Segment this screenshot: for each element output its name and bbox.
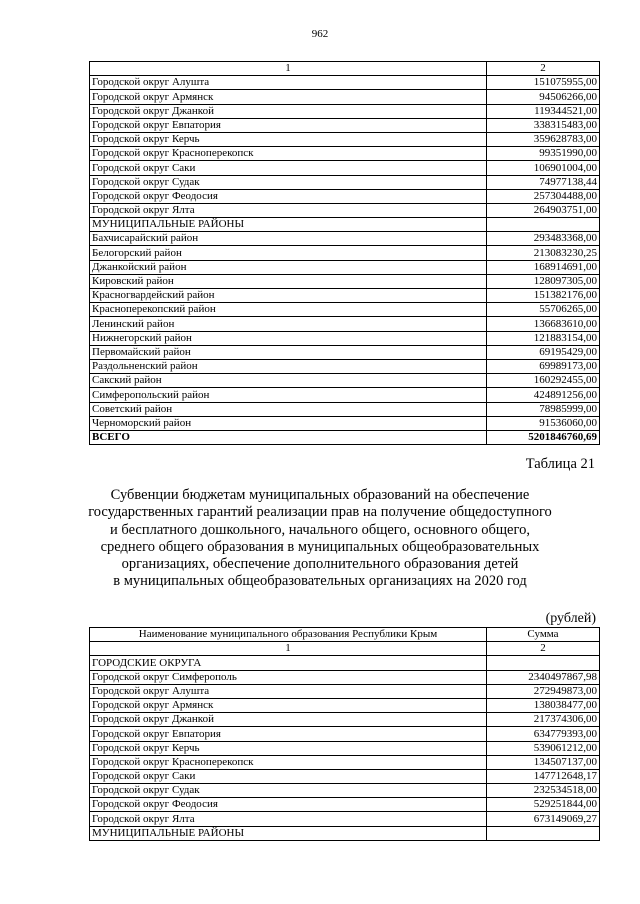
- table-row: [90, 76, 600, 90]
- table-row: [90, 246, 600, 260]
- municipality-name: Нижнегорский район: [90, 331, 487, 345]
- municipality-name: Кировский район: [90, 274, 487, 288]
- amount-value: 151382176,00: [487, 289, 600, 303]
- page-number: 962: [311, 28, 329, 40]
- amount-value: 2340497867,98: [487, 670, 600, 684]
- amount-value: 529251844,00: [487, 798, 600, 812]
- table-row: [90, 232, 600, 246]
- table-row: [90, 798, 600, 812]
- amount-value: 272949873,00: [487, 684, 600, 698]
- municipality-name: Городской округ Армянск: [90, 698, 487, 712]
- municipality-name: Городской округ Ялта: [90, 203, 487, 217]
- municipality-name: Первомайский район: [90, 345, 487, 359]
- amount-value: 539061212,00: [487, 741, 600, 755]
- table-row: [90, 388, 600, 402]
- amount-value: 74977138,44: [487, 175, 600, 189]
- title-line: в муниципальных общеобразовательных организациях на 2020 год: [113, 573, 527, 590]
- municipality-name: Черноморский район: [90, 416, 487, 430]
- table-row: [90, 755, 600, 769]
- amount-value: 217374306,00: [487, 713, 600, 727]
- amount-value: 5201846760,69: [487, 430, 600, 444]
- column-number-2: 2: [487, 642, 600, 656]
- column-header-sum: Сумма: [487, 628, 600, 642]
- table-continuation: [89, 61, 600, 445]
- amount-value: 138038477,00: [487, 698, 600, 712]
- table-row: [90, 175, 600, 189]
- table-row: [90, 656, 600, 670]
- table-row: [90, 104, 600, 118]
- amount-value: 359628783,00: [487, 132, 600, 146]
- municipality-name: ГОРОДСКИЕ ОКРУГА: [90, 656, 487, 670]
- municipality-name: ВСЕГО: [90, 430, 487, 444]
- table-row: [90, 331, 600, 345]
- amount-value: 134507137,00: [487, 755, 600, 769]
- municipality-name: Городской округ Феодосия: [90, 189, 487, 203]
- table-row: [90, 416, 600, 430]
- table-row: [90, 670, 600, 684]
- municipality-name: Городской округ Джанкой: [90, 104, 487, 118]
- amount-value: 338315483,00: [487, 118, 600, 132]
- municipality-name: Красноперекопский район: [90, 303, 487, 317]
- municipality-name: Сакский район: [90, 374, 487, 388]
- total-row: [90, 430, 600, 444]
- amount-value: 634779393,00: [487, 727, 600, 741]
- amount-value: 293483368,00: [487, 232, 600, 246]
- municipality-name: МУНИЦИПАЛЬНЫЕ РАЙОНЫ: [90, 826, 487, 840]
- amount-value: 128097305,00: [487, 274, 600, 288]
- amount-value: 106901004,00: [487, 161, 600, 175]
- amount-value: 69989173,00: [487, 359, 600, 373]
- municipality-name: Городской округ Красноперекопск: [90, 147, 487, 161]
- table-row: [90, 374, 600, 388]
- municipality-name: Городской округ Ялта: [90, 812, 487, 826]
- table-row: [90, 713, 600, 727]
- table-row: [90, 769, 600, 783]
- title-line: организациях, обеспечение дополнительного образования детей: [121, 556, 519, 573]
- title-line: и бесплатного дошкольного, начального общего, основного общего,: [110, 521, 530, 538]
- municipality-name: Джанкойский район: [90, 260, 487, 274]
- municipality-name: Городской округ Саки: [90, 161, 487, 175]
- column-number-2: 2: [487, 62, 600, 76]
- municipality-name: Городской округ Алушта: [90, 684, 487, 698]
- municipality-name: Красногвардейский район: [90, 289, 487, 303]
- table-row: [90, 289, 600, 303]
- table-row: [90, 218, 600, 232]
- table-row: [90, 741, 600, 755]
- municipality-name: Городской округ Симферополь: [90, 670, 487, 684]
- municipality-name: Симферопольский район: [90, 388, 487, 402]
- amount-value: 69195429,00: [487, 345, 600, 359]
- amount-value: [487, 218, 600, 232]
- amount-value: 257304488,00: [487, 189, 600, 203]
- amount-value: 121883154,00: [487, 331, 600, 345]
- amount-value: 94506266,00: [487, 90, 600, 104]
- amount-value: 78985999,00: [487, 402, 600, 416]
- table-row: [90, 317, 600, 331]
- units-label: (рублей): [545, 611, 596, 626]
- amount-value: 119344521,00: [487, 104, 600, 118]
- amount-value: [487, 826, 600, 840]
- amount-value: 213083230,25: [487, 246, 600, 260]
- table-column-numbers: [90, 62, 600, 76]
- municipality-name: Раздольненский район: [90, 359, 487, 373]
- table-row: [90, 90, 600, 104]
- amount-value: 424891256,00: [487, 388, 600, 402]
- title-line: государственных гарантий реализации прав на получение общедоступного: [88, 504, 552, 521]
- table-row: [90, 274, 600, 288]
- amount-value: 91536060,00: [487, 416, 600, 430]
- amount-value: 264903751,00: [487, 203, 600, 217]
- municipality-name: МУНИЦИПАЛЬНЫЕ РАЙОНЫ: [90, 218, 487, 232]
- table-row: [90, 402, 600, 416]
- table-row: [90, 345, 600, 359]
- municipality-name: Городской округ Алушта: [90, 76, 487, 90]
- table-row: [90, 684, 600, 698]
- table-row: [90, 260, 600, 274]
- table-row: [90, 161, 600, 175]
- amount-value: 55706265,00: [487, 303, 600, 317]
- amount-value: 168914691,00: [487, 260, 600, 274]
- table-row: [90, 189, 600, 203]
- table-row: [90, 784, 600, 798]
- municipality-name: Городской округ Евпатория: [90, 118, 487, 132]
- table-row: [90, 359, 600, 373]
- municipality-name: Городской округ Судак: [90, 175, 487, 189]
- table-row: [90, 118, 600, 132]
- municipality-name: Городской округ Саки: [90, 769, 487, 783]
- table-row: [90, 698, 600, 712]
- amount-value: 99351990,00: [487, 147, 600, 161]
- table-row: [90, 203, 600, 217]
- table-title: [60, 487, 580, 591]
- title-line: Субвенции бюджетам муниципальных образований на обеспечение: [110, 487, 530, 503]
- municipality-name: Городской округ Керчь: [90, 132, 487, 146]
- table-row: [90, 132, 600, 146]
- municipality-name: Городской округ Керчь: [90, 741, 487, 755]
- amount-value: 160292455,00: [487, 374, 600, 388]
- table-row: [90, 147, 600, 161]
- amount-value: 232534518,00: [487, 784, 600, 798]
- table-row: [90, 812, 600, 826]
- municipality-name: Белогорский район: [90, 246, 487, 260]
- municipality-name: Советский район: [90, 402, 487, 416]
- municipality-name: Городской округ Армянск: [90, 90, 487, 104]
- table-header-row: [90, 628, 600, 642]
- amount-value: 673149069,27: [487, 812, 600, 826]
- table-column-numbers: [90, 642, 600, 656]
- table-row: [90, 826, 600, 840]
- column-header-name: Наименование муниципального образования Республики Крым: [90, 628, 487, 642]
- municipality-name: Городской округ Красноперекопск: [90, 755, 487, 769]
- table-label: Таблица 21: [525, 456, 595, 472]
- municipality-name: Городской округ Джанкой: [90, 713, 487, 727]
- amount-value: 136683610,00: [487, 317, 600, 331]
- title-line: среднего общего образования в муниципальных общеобразовательных: [100, 538, 540, 555]
- amount-value: [487, 656, 600, 670]
- municipality-name: Ленинский район: [90, 317, 487, 331]
- amount-value: 151075955,00: [487, 76, 600, 90]
- municipality-name: Городской округ Феодосия: [90, 798, 487, 812]
- municipality-name: Городской округ Судак: [90, 784, 487, 798]
- municipality-name: Бахчисарайский район: [90, 232, 487, 246]
- column-number-1: 1: [90, 62, 487, 76]
- column-number-1: 1: [90, 642, 487, 656]
- table-row: [90, 727, 600, 741]
- municipality-name: Городской округ Евпатория: [90, 727, 487, 741]
- amount-value: 147712648,17: [487, 769, 600, 783]
- table-21: [89, 627, 600, 841]
- table-row: [90, 303, 600, 317]
